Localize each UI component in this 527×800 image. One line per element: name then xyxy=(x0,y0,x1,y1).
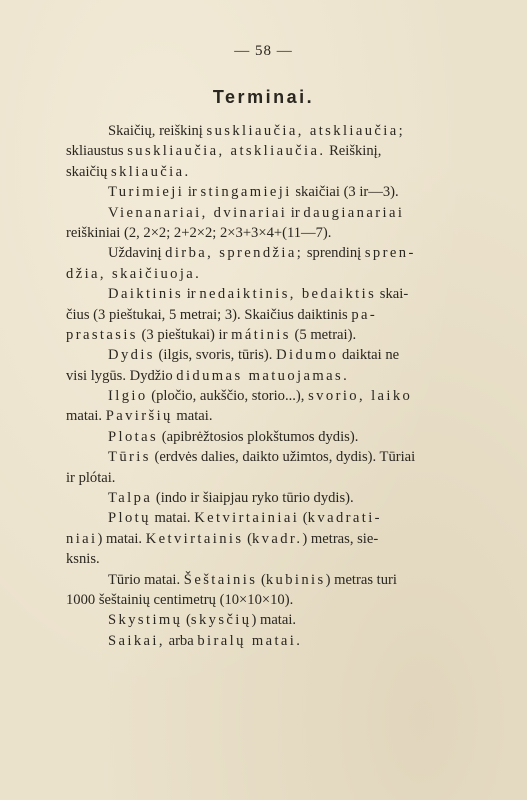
emphasized-term: nedaiktinis, bedaiktis xyxy=(199,286,377,303)
emphasized-term: Daiktinis xyxy=(108,286,184,303)
emphasized-term: skliaučia. xyxy=(111,163,191,180)
text-segment: ( xyxy=(257,571,266,588)
text-segment: (pločio, aukščio, storio...), xyxy=(147,388,309,405)
emphasized-term: skysčių xyxy=(190,612,252,629)
text-line xyxy=(66,141,518,161)
emphasized-term: kubinis xyxy=(265,571,326,588)
text-segment: ir xyxy=(183,286,200,303)
text-line xyxy=(66,305,518,325)
text-segment: (5 metrai). xyxy=(290,326,357,343)
emphasized-term: Saikai, xyxy=(108,632,165,649)
text-segment: skai- xyxy=(376,286,409,303)
text-line xyxy=(66,223,518,243)
emphasized-term: suskliaučia, atskliaučia. xyxy=(127,143,326,160)
text-segment: reiškiniai (2, 2×2; 2+2×2; 2×3+3×4+(11—7). xyxy=(66,224,332,241)
text-segment: ) metras turi xyxy=(325,571,397,588)
text-line xyxy=(66,508,518,528)
text-line xyxy=(66,366,518,386)
text-segment: ir xyxy=(184,184,201,201)
text-line xyxy=(66,610,518,630)
emphasized-term: Talpa xyxy=(108,490,153,507)
text-line xyxy=(66,406,518,426)
text-line xyxy=(66,590,518,610)
text-segment: Skaičių, reiškinį xyxy=(108,123,207,139)
text-segment: skliaustus xyxy=(66,143,128,160)
emphasized-term: Didumo xyxy=(276,347,339,364)
text-line xyxy=(66,570,518,590)
text-line xyxy=(66,162,518,182)
text-line xyxy=(66,488,518,508)
emphasized-term: Turimieji xyxy=(108,184,185,201)
text-line xyxy=(66,468,518,488)
emphasized-term: Skystimų xyxy=(108,612,183,629)
emphasized-term: stingamieji xyxy=(200,184,292,201)
emphasized-term: spren- xyxy=(364,245,416,262)
text-segment: ) matai. xyxy=(97,530,146,547)
text-segment: ) metras, sie- xyxy=(302,530,379,547)
text-line xyxy=(66,203,518,223)
emphasized-term: didumas matuojamas. xyxy=(176,367,350,384)
emphasized-term: niai xyxy=(66,530,98,547)
text-segment: visi lygūs. Dydžio xyxy=(66,367,177,384)
emphasized-term: Ketvirtainiai xyxy=(194,510,300,527)
emphasized-term: Plotas xyxy=(108,428,159,445)
text-line xyxy=(66,447,518,467)
text-segment: (3 pieštukai) ir xyxy=(137,326,232,343)
text-segment: matai. xyxy=(172,408,213,425)
text-segment: (indo ir šiaipjau ryko tūrio dydis). xyxy=(152,490,354,507)
text-segment: ( xyxy=(243,530,252,547)
section-heading: Terminai. xyxy=(212,87,315,107)
emphasized-term: pa- xyxy=(351,306,378,323)
text-segment: skaičių xyxy=(66,163,111,180)
emphasized-term: Vienanariai, dvinariai xyxy=(108,204,288,221)
text-segment: ( xyxy=(299,510,308,527)
text-segment: (apibrėžtosios plokštumos dydis). xyxy=(158,428,359,445)
text-segment: sprendinį xyxy=(303,245,365,262)
text-line xyxy=(66,243,518,263)
emphasized-term: kvadr. xyxy=(251,530,303,547)
emphasized-term: Ketvirtainis xyxy=(145,530,244,547)
emphasized-term: Paviršių xyxy=(105,408,173,425)
text-segment: matai. xyxy=(150,510,195,527)
text-line xyxy=(66,284,518,304)
text-line xyxy=(66,345,518,365)
emphasized-term: Dydis xyxy=(108,347,155,364)
text-segment: Uždavinį xyxy=(108,245,166,262)
text-segment: ) matai. xyxy=(251,612,297,629)
text-line xyxy=(66,427,518,447)
emphasized-term: dirba, sprendžia; xyxy=(165,245,304,262)
emphasized-term: kvadrati- xyxy=(307,510,382,527)
text-line xyxy=(66,549,518,569)
text-segment: skaičiai (3 ir—3). xyxy=(291,184,399,201)
text-segment: Tūrio matai. xyxy=(108,571,184,588)
text-segment: matai. xyxy=(66,408,106,425)
emphasized-term: Ilgio xyxy=(108,388,148,405)
text-line xyxy=(66,264,518,284)
text-line xyxy=(66,386,518,406)
text-segment: 1000 šeštainių centimetrų (10×10×10). xyxy=(66,591,294,608)
text-line xyxy=(66,631,518,651)
text-line xyxy=(66,182,518,202)
text-segment: (erdvės dalies, daikto užimtos, dydis). Tūriai xyxy=(150,449,416,466)
emphasized-term: Plotų xyxy=(108,510,151,527)
text-segment: arba xyxy=(164,632,198,649)
text-segment: ksnis. xyxy=(66,551,100,568)
emphasized-term: svorio, laiko xyxy=(308,388,413,405)
text-segment: Reiškinį, xyxy=(325,143,382,160)
text-segment: ir plótai. xyxy=(66,469,116,486)
text-segment: ir xyxy=(287,204,304,221)
text-segment: (ilgis, svoris, tūris). xyxy=(154,347,277,364)
emphasized-term: džia, skaičiuoja. xyxy=(66,265,202,282)
text-line xyxy=(66,325,518,345)
page-number: — 58 — xyxy=(234,43,293,59)
text-segment: ( xyxy=(182,612,191,629)
emphasized-term: suskliaučia, atskliaučia; xyxy=(206,123,406,139)
text-line xyxy=(66,121,518,141)
text-line xyxy=(66,529,518,549)
emphasized-term: Šeštainis xyxy=(183,571,258,588)
text-segment: daiktai ne xyxy=(338,347,400,364)
emphasized-term: biralų matai. xyxy=(197,632,303,649)
emphasized-term: daugianariai xyxy=(303,204,405,221)
text-segment: čius (3 pieštukai, 5 metrai; 3). Skaičius daiktinis xyxy=(66,306,352,323)
body-text xyxy=(66,121,518,651)
emphasized-term: Tūris xyxy=(108,449,151,466)
emphasized-term: mátinis xyxy=(231,326,291,343)
emphasized-term: prastasis xyxy=(66,326,138,343)
